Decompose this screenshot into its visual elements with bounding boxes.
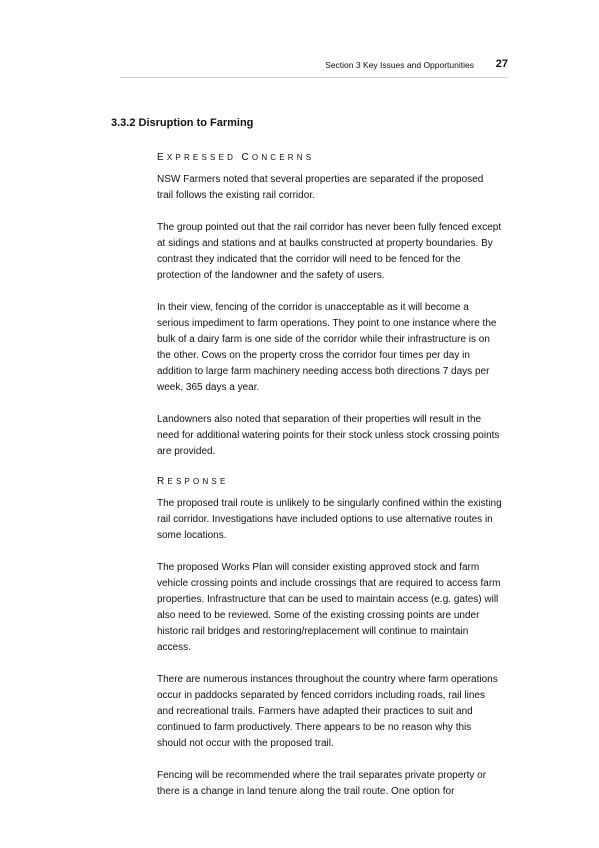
- paragraph: The proposed Works Plan will consider existing approved stock and farm vehicle crossing points and include crossings that are required to access farm properties. Infrastructure that can be used to maintain access (e.g. gates) will also need to be reviewed. Some of the existing crossing points are under historic rail bridges and restoring/replacement will continue to maintain access.: [157, 562, 501, 653]
- paragraph: The group pointed out that the rail corridor has never been fully fenced except at sidings and stations and at baulks constructed at property boundaries. By contrast they indicated that the corridor will need to be fenced for the protection of the landowner and the safety of users.: [157, 222, 502, 281]
- page-header: [120, 58, 508, 72]
- paragraph: The proposed trail route is unlikely to be singularly confined within the existing rail corridor. Investigations have included options to use alternative routes in some locations.: [157, 498, 502, 541]
- subheading-expressed-concerns: EXPRESSED CONCERNS: [157, 152, 315, 163]
- body-text: [157, 152, 502, 816]
- paragraph: Landowners also noted that separation of their properties will result in the need for additional watering points for their stock unless stock crossing points are provided.: [157, 414, 500, 457]
- paragraph: There are numerous instances throughout the country where farm operations occur in paddocks separated by fenced corridors including roads, rail lines and recreational trails. Farmers have adapted their practices to suit and continued to farm productively. There appears to be no reason why this should not occur with the proposed trail.: [157, 674, 498, 749]
- header-divider: [120, 77, 508, 78]
- subheading-response: RESPONSE: [157, 476, 229, 487]
- page-number: 27: [495, 58, 508, 70]
- section-heading: 3.3.2 Disruption to Farming: [111, 117, 254, 129]
- paragraph: NSW Farmers noted that several properties are separated if the proposed trail follows the existing rail corridor.: [157, 174, 484, 201]
- paragraph: Fencing will be recommended where the trail separates private property or there is a change in land tenure along the trail route. One option for: [157, 770, 487, 797]
- header-section-title: Section 3 Key Issues and Opportunities: [325, 60, 474, 70]
- paragraph: In their view, fencing of the corridor is unacceptable as it will become a serious impediment to farm operations. They point to one instance where the bulk of a dairy farm is one side of the corridor while their infrastructure is on the other. Cows on the property cross the corridor four times per day in addition to large farm machinery needing access both directions 7 days per week, 365 days a year.: [157, 302, 497, 393]
